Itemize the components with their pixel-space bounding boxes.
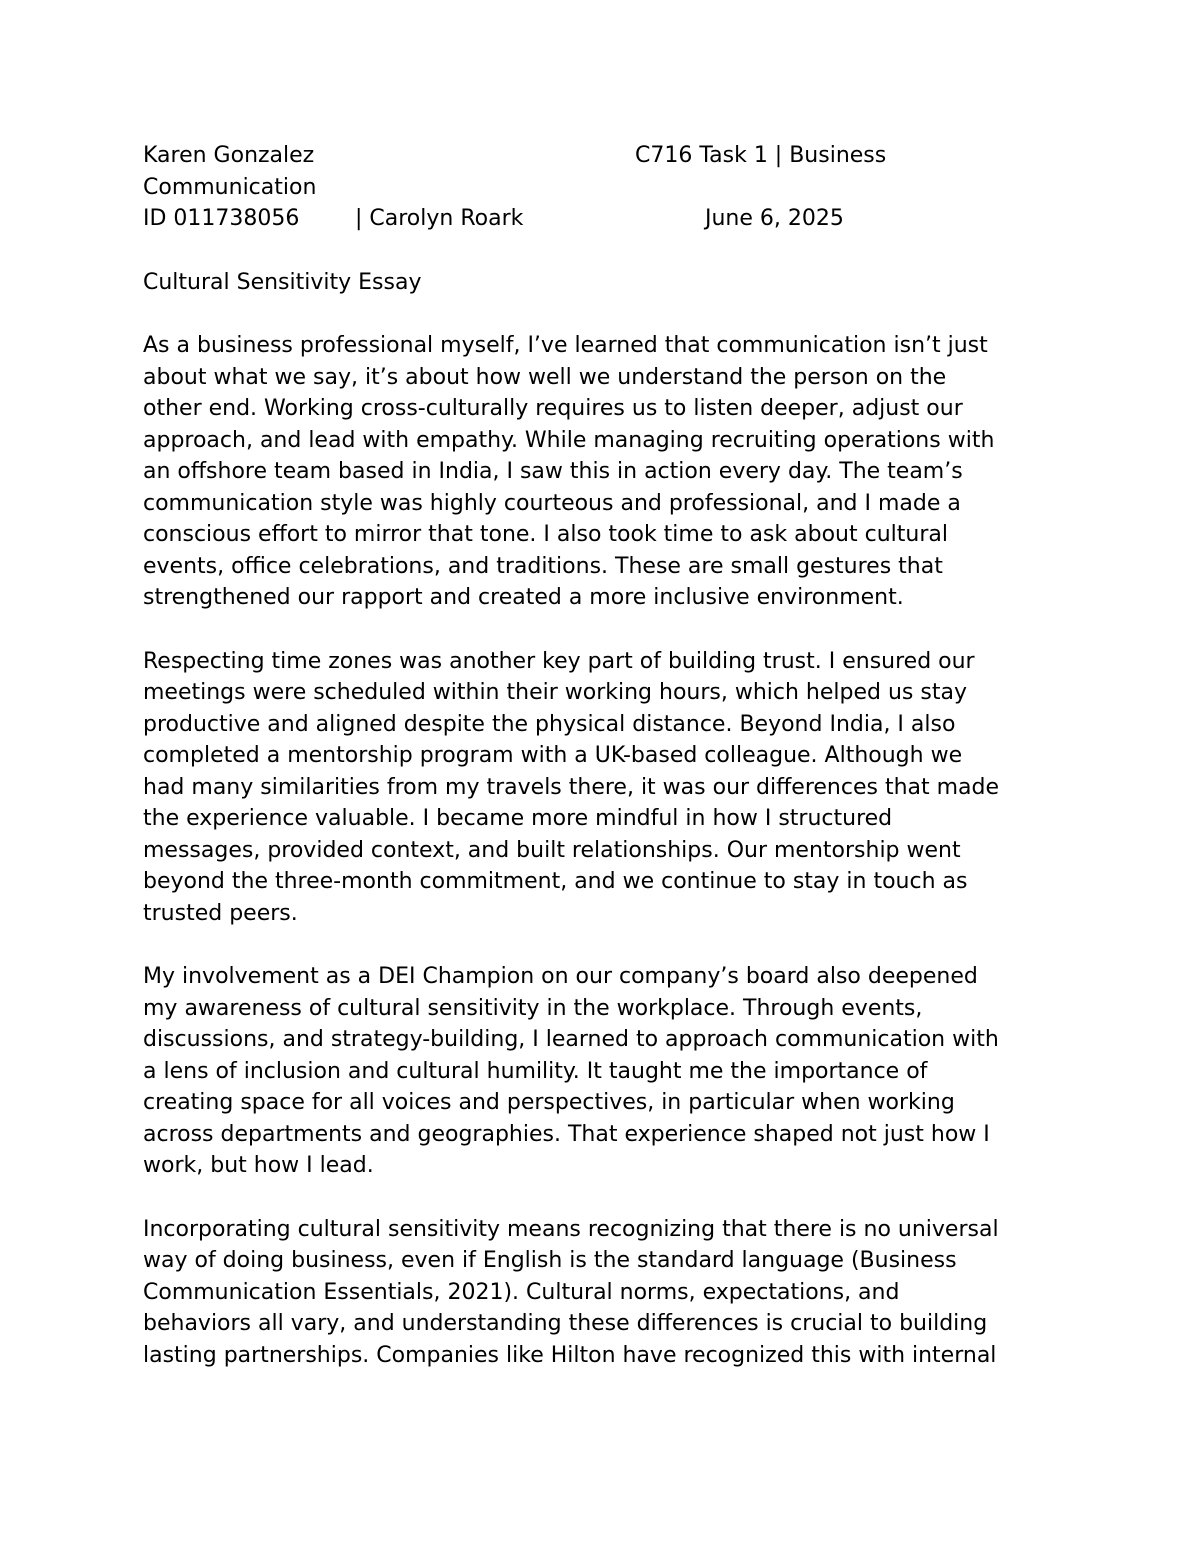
instructor-name: | Carolyn Roark [355,206,524,231]
document-body [143,140,1083,1371]
paragraph-line: had many similarities from my travels there, it was our differences that made [143,774,1000,800]
essay-title: Cultural Sensitivity Essay [143,269,422,295]
header-row-1 [143,140,1083,172]
paragraph-line: Incorporating cultural sensitivity means recognizing that there is no universal [143,1216,999,1242]
paragraph-line: my awareness of cultural sensitivity in the workplace. Through events, [143,995,923,1021]
paragraph-line: across departments and geographies. That experience shaped not just how I [143,1121,990,1147]
paragraph-line: trusted peers. [143,900,298,926]
paragraph-line: conscious effort to mirror that tone. I also took time to ask about cultural [143,522,948,547]
paragraph-line: productive and aligned despite the physical distance. Beyond India, I also [143,711,956,737]
paragraph-line: an offshore team based in India, I saw this in action every day. The team’s [143,459,963,484]
paragraph-line: way of doing business, even if English is the standard language (Business [143,1248,957,1273]
paragraph-line: As a business professional myself, I’ve learned that communication isn’t just [143,333,988,358]
student-id: ID 011738056 [143,206,300,231]
paragraph-line: discussions, and strategy-building, I learned to approach communication with [143,1027,999,1052]
paragraph-line: communication style was highly courteous and professional, and I made a [143,490,961,516]
paragraph-line: completed a mentorship program with a UK-based colleague. Although we [143,743,963,768]
paragraph-line: work, but how I lead. [143,1153,374,1178]
course-title: C716 Task 1 | Business [635,143,887,168]
paragraph-line: strengthened our rapport and created a more inclusive environment. [143,585,904,610]
paragraph-line: Communication Essentials, 2021). Cultural norms, expectations, and [143,1279,900,1305]
paragraph-line: a lens of inclusion and cultural humility. It taught me the importance of [143,1058,928,1084]
essay-paragraph [143,330,1083,614]
paragraph-line: creating space for all voices and perspectives, in particular when working [143,1090,955,1115]
document-date: June 6, 2025 [705,206,844,231]
essay-paragraph [143,1214,1083,1372]
header-row-3 [143,203,1083,235]
paragraph-line: meetings were scheduled within their working hours, which helped us stay [143,680,967,705]
header-row-2 [143,172,1083,204]
course-title-continued: Communication [143,174,317,200]
essay-paragraphs [143,330,1083,1371]
essay-paragraph [143,646,1083,930]
paragraph-line: behaviors all vary, and understanding these differences is crucial to building [143,1311,988,1336]
essay-paragraph [143,961,1083,1182]
paragraph-line: events, office celebrations, and traditions. These are small gestures that [143,553,943,579]
paragraph-line: My involvement as a DEI Champion on our company’s board also deepened [143,964,978,989]
paragraph-line: the experience valuable. I became more mindful in how I structured [143,806,893,831]
paragraph-line: other end. Working cross-culturally requires us to listen deeper, adjust our [143,396,963,421]
paragraph-line: beyond the three-month commitment, and we continue to stay in touch as [143,869,968,894]
paragraph-line: messages, provided context, and built relationships. Our mentorship went [143,837,961,863]
paragraph-line: about what we say, it’s about how well we understand the person on the [143,364,947,390]
author-name: Karen Gonzalez [143,143,315,168]
paragraph-line: approach, and lead with empathy. While managing recruiting operations with [143,427,995,453]
paragraph-line: lasting partnerships. Companies like Hilton have recognized this with internal [143,1342,997,1368]
paragraph-line: Respecting time zones was another key part of building trust. I ensured our [143,648,975,674]
